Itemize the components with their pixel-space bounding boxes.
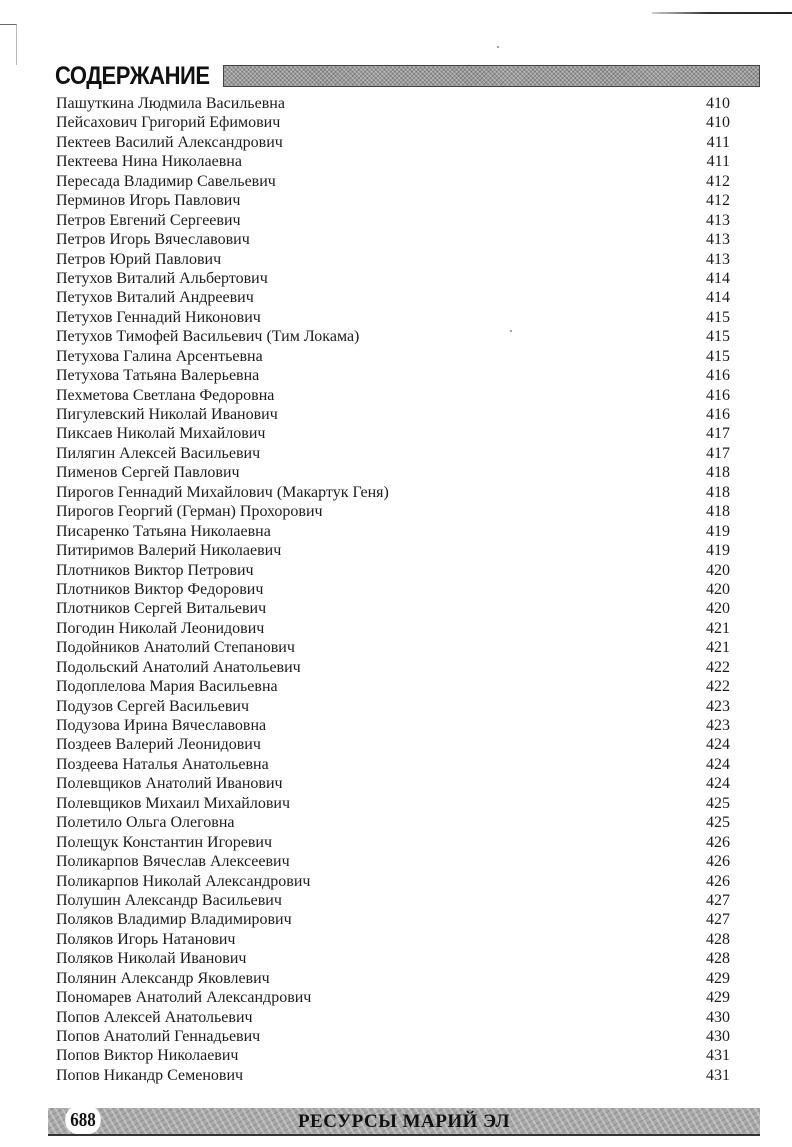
toc-entry-page: 422 <box>706 678 730 696</box>
toc-entry-name: Полевщиков Анатолий Иванович <box>56 775 283 793</box>
toc-entry-name: Попов Никандр Семенович <box>56 1066 244 1084</box>
toc-entry[interactable] <box>56 347 730 366</box>
toc-entry-page: 428 <box>706 950 730 968</box>
crop-corner-mark <box>0 24 17 65</box>
toc-entry[interactable] <box>56 152 730 171</box>
toc-entry[interactable] <box>56 697 730 716</box>
section-header <box>55 62 760 90</box>
toc-entry-name: Поликарпов Вячеслав Алексеевич <box>56 853 290 871</box>
toc-entry[interactable] <box>56 366 730 385</box>
toc-entry-name: Пирогов Георгий (Герман) Прохорович <box>56 503 323 521</box>
toc-entry[interactable] <box>56 852 730 871</box>
toc-entry-name: Погодин Николай Леонидович <box>56 619 265 637</box>
toc-entry-name: Пейсахович Григорий Ефимович <box>56 114 281 132</box>
toc-entry-page: 413 <box>706 250 730 268</box>
toc-entry-page: 418 <box>706 483 730 501</box>
section-title: СОДЕРЖАНИЕ <box>55 61 210 90</box>
toc-entry[interactable] <box>56 774 730 793</box>
toc-entry[interactable] <box>56 716 730 735</box>
toc-entry-page: 430 <box>706 1028 730 1045</box>
toc-entry[interactable] <box>56 930 730 949</box>
toc-entry[interactable] <box>56 988 730 1007</box>
toc-entry[interactable] <box>56 872 730 891</box>
toc-entry-page: 423 <box>706 697 730 715</box>
toc-entry-name: Петров Юрий Павлович <box>56 250 222 268</box>
toc-entry[interactable] <box>56 424 730 443</box>
toc-entry-name: Писаренко Татьяна Николаевна <box>56 522 271 540</box>
toc-entry-name: Плотников Виктор Федорович <box>56 580 264 598</box>
toc-entry[interactable] <box>56 230 730 249</box>
toc-entry-page: 415 <box>706 328 730 346</box>
toc-entry-page: 418 <box>706 503 730 521</box>
toc-entry-page: 427 <box>706 911 730 929</box>
toc-entry-page: 430 <box>706 1008 730 1026</box>
top-decorative-rule <box>652 12 792 14</box>
toc-entry-name: Пономарев Анатолий Александрович <box>56 989 312 1007</box>
toc-entry-page: 421 <box>706 639 730 657</box>
toc-entry[interactable] <box>56 1008 730 1027</box>
toc-entry-page: 420 <box>706 580 730 598</box>
toc-entry[interactable] <box>56 1046 730 1065</box>
toc-entry-page: 426 <box>706 833 730 851</box>
page-footer <box>48 1108 760 1136</box>
toc-entry-name: Питиримов Валерий Николаевич <box>56 542 282 560</box>
toc-entry-page: 412 <box>706 192 730 210</box>
toc-entry[interactable] <box>56 541 730 560</box>
scan-speck <box>497 46 499 48</box>
toc-entry-page: 423 <box>706 717 730 734</box>
toc-entry-page: 412 <box>706 172 730 190</box>
toc-entry[interactable] <box>56 94 730 113</box>
toc-entry-name: Петухова Галина Арсентьевна <box>56 347 263 365</box>
toc-entry-page: 424 <box>706 755 730 773</box>
toc-entry-page: 429 <box>706 989 730 1007</box>
toc-entry-name: Петухов Виталий Альбертович <box>56 269 268 287</box>
toc-entry-name: Петров Игорь Вячеславович <box>56 231 250 249</box>
toc-entry-page: 414 <box>706 289 730 307</box>
toc-entry-name: Пектеев Василий Александрович <box>56 133 283 151</box>
toc-entry[interactable] <box>56 833 730 852</box>
toc-entry[interactable] <box>56 619 730 638</box>
toc-entry-name: Пересада Владимир Савельевич <box>56 172 276 190</box>
toc-entry-name: Пигулевский Николай Иванович <box>56 406 278 423</box>
toc-entry[interactable] <box>56 113 730 132</box>
toc-entry-name: Поляков Николай Иванович <box>56 950 247 968</box>
toc-entry-page: 424 <box>706 775 730 793</box>
toc-entry-page: 425 <box>706 794 730 812</box>
toc-entry-name: Петров Евгений Сергеевич <box>56 211 241 229</box>
toc-entry-name: Полевщиков Михаил Михайлович <box>56 794 290 812</box>
toc-entry-name: Поздеева Наталья Анатольевна <box>56 755 269 773</box>
toc-entry[interactable] <box>56 288 730 307</box>
toc-entry[interactable] <box>56 133 730 152</box>
toc-entry[interactable] <box>56 405 730 424</box>
toc-entry-page: 419 <box>706 542 730 560</box>
toc-entry[interactable] <box>56 502 730 521</box>
toc-entry[interactable] <box>56 677 730 696</box>
toc-entry-page: 419 <box>706 522 730 540</box>
toc-entry-page: 416 <box>706 367 730 385</box>
toc-entry-name: Пименов Сергей Павлович <box>56 464 240 482</box>
toc-entry-page: 421 <box>706 619 730 637</box>
toc-entry-page: 410 <box>706 95 730 112</box>
toc-entry-page: 428 <box>706 930 730 948</box>
toc-entry[interactable] <box>56 1066 730 1085</box>
book-title: РЕСУРСЫ МАРИЙ ЭЛ <box>297 1111 511 1132</box>
toc-entry-page: 431 <box>706 1047 730 1065</box>
toc-entry-page: 411 <box>706 133 730 151</box>
toc-entry-page: 426 <box>706 872 730 890</box>
toc-entry-name: Пиксаев Николай Михайлович <box>56 425 266 443</box>
toc-entry[interactable] <box>56 638 730 657</box>
toc-entry-page: 415 <box>706 347 730 365</box>
toc-entry-page: 427 <box>706 891 730 909</box>
toc-entry[interactable] <box>56 191 730 210</box>
toc-entry-page: 413 <box>706 211 730 229</box>
toc-entry-page: 413 <box>706 231 730 249</box>
toc-entry-page: 418 <box>706 464 730 482</box>
toc-entry-name: Поляков Игорь Натанович <box>56 930 236 948</box>
toc-entry-page: 420 <box>706 600 730 618</box>
toc-entry[interactable] <box>56 794 730 813</box>
toc-entry-name: Попов Виктор Николаевич <box>56 1047 239 1065</box>
toc-entry-page: 420 <box>706 561 730 579</box>
toc-entry[interactable] <box>56 463 730 482</box>
toc-entry[interactable] <box>56 949 730 968</box>
toc-entry-name: Пирогов Геннадий Михайлович (Макартук Геня) <box>56 483 389 501</box>
toc-entry-name: Поздеев Валерий Леонидович <box>56 736 261 754</box>
toc-entry-page: 425 <box>706 814 730 832</box>
toc-entry-name: Поликарпов Николай Александрович <box>56 872 311 890</box>
toc-entry-name: Пехметова Светлана Федоровна <box>56 386 275 404</box>
toc-entry[interactable] <box>56 658 730 677</box>
toc-entry[interactable] <box>56 813 730 832</box>
toc-entry-name: Подольский Анатолий Анатольевич <box>56 658 301 676</box>
toc-entry[interactable] <box>56 969 730 988</box>
toc-entry[interactable] <box>56 386 730 405</box>
toc-entry-page: 417 <box>706 425 730 443</box>
toc-entry-name: Плотников Виктор Петрович <box>56 561 254 579</box>
toc-entry-name: Пектеева Нина Николаевна <box>56 153 242 171</box>
toc-entry[interactable] <box>56 522 730 541</box>
toc-entry-page: 431 <box>706 1066 730 1084</box>
toc-entry-name: Петухов Тимофей Васильевич (Тим Локама) <box>56 328 360 346</box>
toc-entry-name: Поляков Владимир Владимирович <box>56 911 292 929</box>
toc-entry[interactable] <box>56 735 730 754</box>
toc-entry[interactable] <box>56 250 730 269</box>
toc-entry-page: 416 <box>706 406 730 423</box>
toc-entry-name: Пилягин Алексей Васильевич <box>56 444 261 462</box>
toc-entry[interactable] <box>56 269 730 288</box>
toc-entry-page: 410 <box>706 114 730 132</box>
toc-entry-page: 415 <box>706 308 730 326</box>
page-number: 688 <box>65 1106 101 1134</box>
toc-entry-name: Подузова Ирина Вячеславовна <box>56 717 267 734</box>
toc-entry[interactable] <box>56 561 730 580</box>
toc-entry[interactable] <box>56 308 730 327</box>
toc-entry-page: 416 <box>706 386 730 404</box>
toc-entry-page: 429 <box>706 969 730 987</box>
toc-entry[interactable] <box>56 1027 730 1046</box>
toc-entry-name: Петухова Татьяна Валерьевна <box>56 367 260 385</box>
toc-entry[interactable] <box>56 211 730 230</box>
toc-entry-page: 424 <box>706 736 730 754</box>
toc-entry-name: Полетило Ольга Олеговна <box>56 814 235 832</box>
toc-entry[interactable] <box>56 580 730 599</box>
toc-entry-page: 411 <box>706 153 730 171</box>
toc-entry-page: 417 <box>706 444 730 462</box>
toc-entry-name: Попов Алексей Анатольевич <box>56 1008 253 1026</box>
toc-entry[interactable] <box>56 327 730 346</box>
toc-entry-name: Петухов Виталий Андреевич <box>56 289 254 307</box>
toc-entry[interactable] <box>56 444 730 463</box>
toc-entry-page: 426 <box>706 853 730 871</box>
toc-entry[interactable] <box>56 910 730 929</box>
toc-entry-name: Подузов Сергей Васильевич <box>56 697 249 715</box>
toc-entry-page: 414 <box>706 269 730 287</box>
toc-entry[interactable] <box>56 891 730 910</box>
toc-entry-name: Перминов Игорь Павлович <box>56 192 241 210</box>
toc-entry[interactable] <box>56 483 730 502</box>
toc-entry-name: Полянин Александр Яковлевич <box>56 969 270 987</box>
toc-entry[interactable] <box>56 172 730 191</box>
header-decorative-bar <box>223 65 760 87</box>
toc-entry-name: Полушин Александр Васильевич <box>56 891 282 909</box>
toc-entry-name: Полещук Константин Игоревич <box>56 833 273 851</box>
toc-entry-name: Пашуткина Людмила Васильевна <box>56 95 285 112</box>
toc-entry[interactable] <box>56 755 730 774</box>
toc-entry-name: Попов Анатолий Геннадьевич <box>56 1028 261 1045</box>
toc-entry-page: 422 <box>706 658 730 676</box>
toc-entry-name: Петухов Геннадий Никонович <box>56 308 261 326</box>
toc-entry[interactable] <box>56 599 730 618</box>
table-of-contents <box>56 94 730 1085</box>
toc-entry-name: Подоплелова Мария Васильевна <box>56 678 278 696</box>
toc-entry-name: Плотников Сергей Витальевич <box>56 600 267 618</box>
toc-entry-name: Подойников Анатолий Степанович <box>56 639 295 657</box>
